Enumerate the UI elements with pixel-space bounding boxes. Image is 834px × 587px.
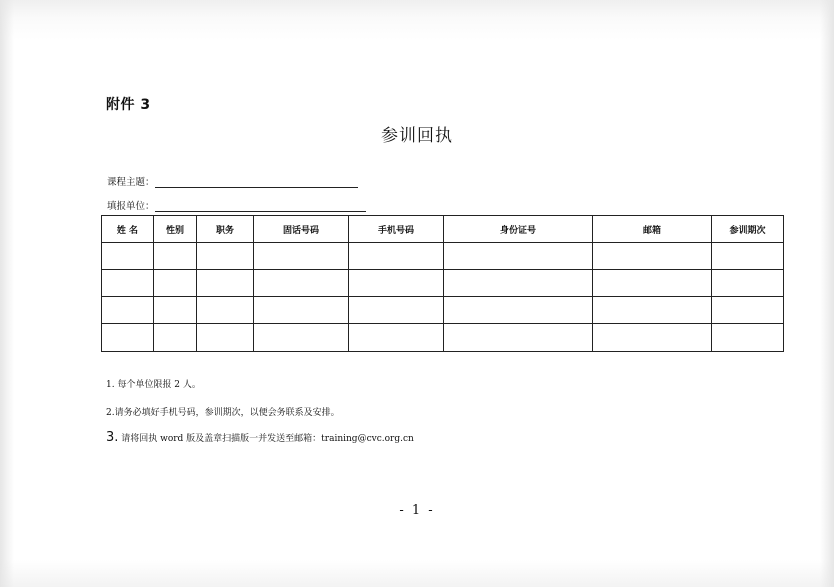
- table-cell[interactable]: [444, 270, 593, 297]
- note3-number: 3.: [106, 430, 119, 445]
- table-row: [102, 270, 784, 297]
- scan-shadow-left: [0, 0, 14, 587]
- table-cell[interactable]: [593, 324, 712, 352]
- table-cell[interactable]: [349, 297, 444, 324]
- note3-text: 请将回执 word 版及盖章扫描版一并发送至邮箱：training@cvc.org.cn: [118, 434, 414, 444]
- table-cell[interactable]: [349, 324, 444, 352]
- document-title: 参训回执: [381, 126, 453, 146]
- unit-label: 填报单位：: [107, 201, 155, 212]
- table-cell[interactable]: [444, 324, 593, 352]
- table-row: [102, 243, 784, 270]
- table-cell[interactable]: [154, 270, 197, 297]
- table-cell[interactable]: [712, 270, 784, 297]
- note-phone-session: 2.请务必填好手机号码，参训期次，以便会务联系及安排。: [106, 408, 340, 418]
- topic-blank-line[interactable]: [155, 176, 358, 188]
- table-cell[interactable]: [102, 297, 154, 324]
- table-cell[interactable]: [254, 324, 349, 352]
- table-cell[interactable]: [102, 243, 154, 270]
- table-cell[interactable]: [197, 243, 254, 270]
- table-cell[interactable]: [197, 324, 254, 352]
- table-cell[interactable]: [444, 297, 593, 324]
- table-row: [102, 324, 784, 352]
- table-cell[interactable]: [593, 297, 712, 324]
- note-quota: 1. 每个单位限报 2 人。: [106, 380, 201, 390]
- table-cell[interactable]: [154, 243, 197, 270]
- header-session: 参训期次: [712, 216, 784, 243]
- header-mobile: 手机号码: [349, 216, 444, 243]
- table-cell[interactable]: [593, 270, 712, 297]
- header-name: 姓 名: [102, 216, 154, 243]
- header-gender: 性别: [154, 216, 197, 243]
- table-cell[interactable]: [349, 270, 444, 297]
- table-cell[interactable]: [154, 297, 197, 324]
- table-cell[interactable]: [712, 297, 784, 324]
- page-number: - 1 -: [399, 503, 435, 518]
- topic-label: 课程主题：: [107, 177, 155, 188]
- table-cell[interactable]: [197, 297, 254, 324]
- table-cell[interactable]: [349, 243, 444, 270]
- unit-blank-line[interactable]: [155, 200, 366, 212]
- topic-field: [107, 174, 358, 188]
- registration-table: [101, 215, 784, 352]
- header-position: 职务: [197, 216, 254, 243]
- unit-field: [107, 198, 366, 212]
- scan-shadow-right: [820, 0, 834, 587]
- table-header-row: [102, 216, 784, 243]
- table-cell[interactable]: [154, 324, 197, 352]
- table-cell[interactable]: [254, 243, 349, 270]
- table-cell[interactable]: [102, 270, 154, 297]
- table-row: [102, 297, 784, 324]
- table-cell[interactable]: [197, 270, 254, 297]
- table-cell[interactable]: [254, 270, 349, 297]
- table-cell[interactable]: [444, 243, 593, 270]
- header-email: 邮箱: [593, 216, 712, 243]
- table-cell[interactable]: [102, 324, 154, 352]
- note-email-submission: [106, 430, 414, 445]
- header-landline: 固话号码: [254, 216, 349, 243]
- table-cell[interactable]: [254, 297, 349, 324]
- table-cell[interactable]: [712, 324, 784, 352]
- table-cell[interactable]: [593, 243, 712, 270]
- header-id-number: 身份证号: [444, 216, 593, 243]
- attachment-label: 附件 3: [106, 97, 151, 113]
- table-cell[interactable]: [712, 243, 784, 270]
